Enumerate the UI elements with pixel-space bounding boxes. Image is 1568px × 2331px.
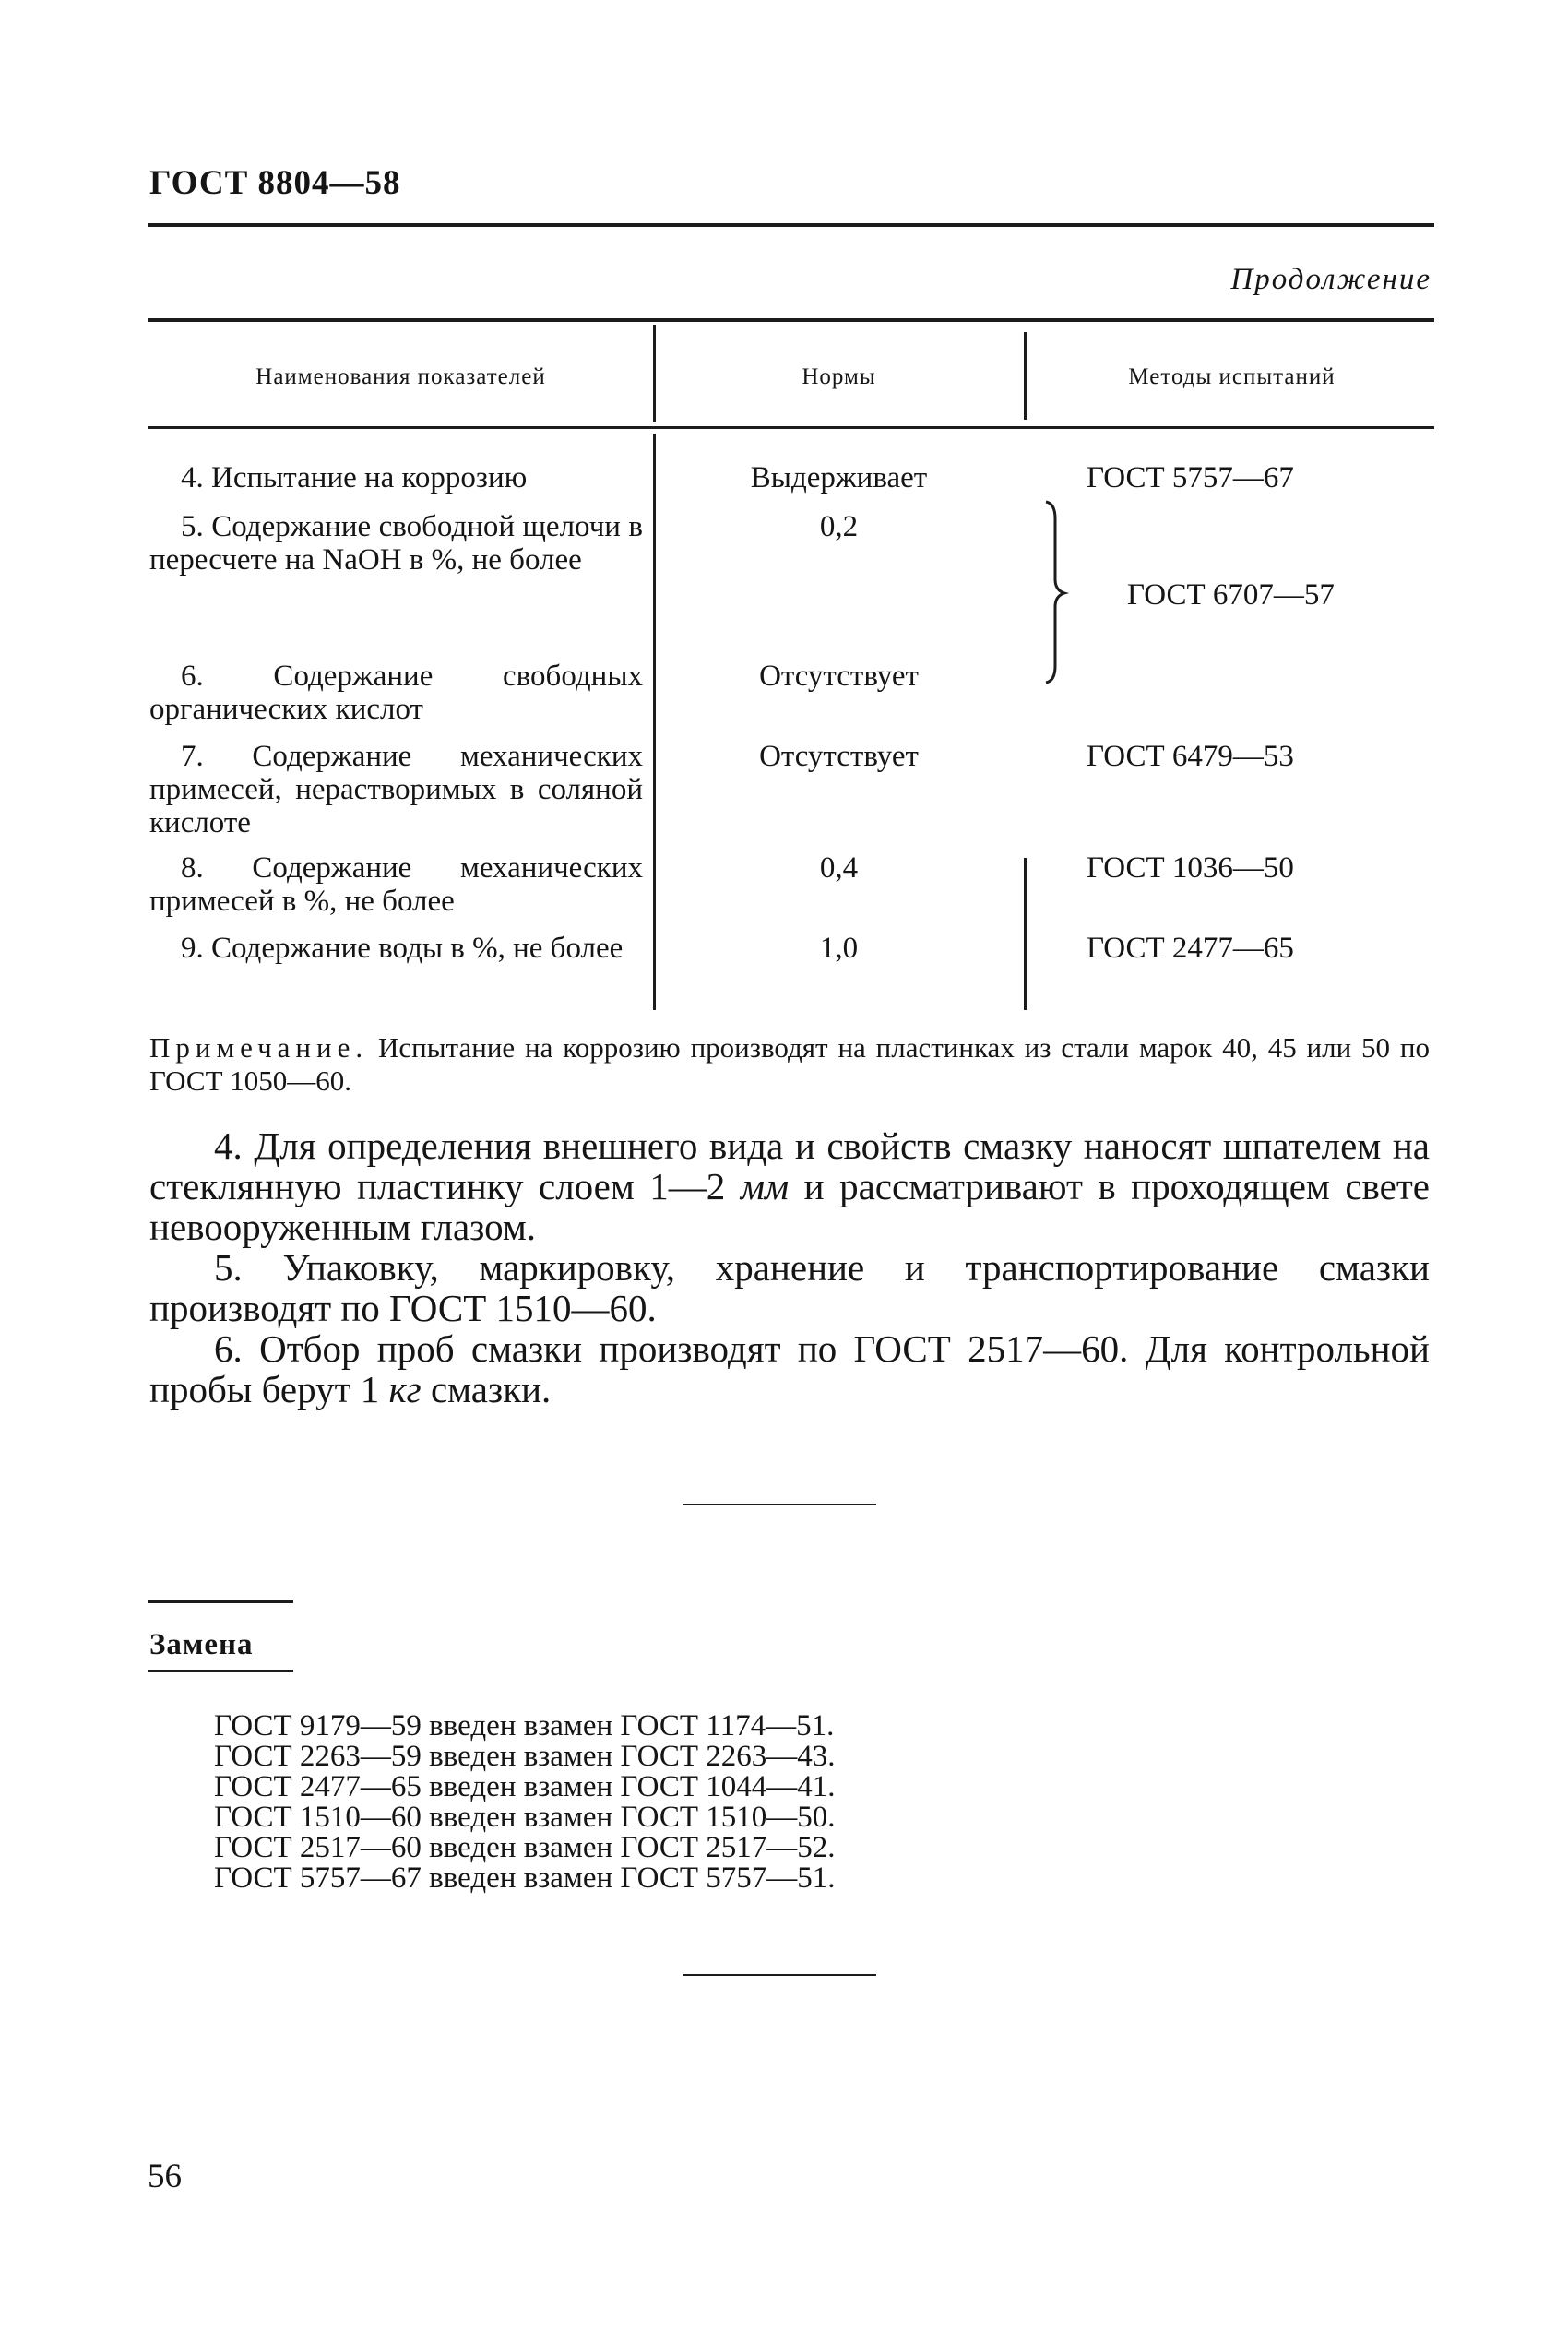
replacement-bottom-rule: [148, 1670, 293, 1672]
page-number: 56: [148, 2158, 182, 2195]
paragraph-4: [149, 1125, 1430, 1247]
paragraph-5: [149, 1247, 1430, 1328]
list-item: ГОСТ 5757—67 введен взамен ГОСТ 5757—51.: [214, 1861, 836, 1895]
list-item: ГОСТ 2477—65 введен взамен ГОСТ 1044—41.: [214, 1770, 836, 1803]
table-row-name: 8. Содержание механических примесей в %, не более: [149, 851, 643, 918]
table-row-method: ГОСТ 6479—53: [1087, 740, 1294, 773]
paragraph-text: 4. Для определения внешнего вида и свойств смазку наносят шпателем на стеклянную пластинку слоем 1—2: [149, 1124, 1430, 1207]
note-text: Испытание на коррозию производят на пластинках из стали марок 40, 45 или 50 по ГОСТ 1050—60.: [149, 1031, 1430, 1097]
table-row-name: 7. Содержание механических примесей, нерастворимых в соляной кислоте: [149, 740, 643, 839]
table-column-divider-2: [1024, 332, 1027, 420]
table-row-norm: 1,0: [819, 932, 859, 965]
table-header-rule: [148, 426, 1434, 429]
table-note: [149, 1031, 1430, 1098]
table-row-method: ГОСТ 2477—65: [1087, 932, 1294, 965]
continued-label: Продолжение: [1230, 263, 1431, 296]
table-row-name: 6. Содержание свободных органических кислот: [149, 660, 643, 726]
bottom-separator: [683, 1974, 876, 1976]
list-item: ГОСТ 9179—59 введен взамен ГОСТ 1174—51.: [214, 1709, 835, 1742]
header-rule: [148, 223, 1434, 227]
unit-text: мм: [740, 1165, 790, 1207]
section-separator: [683, 1504, 876, 1505]
table-header-norm: Нормы: [802, 364, 876, 389]
paragraph-text: 5. Упаковку, маркировку, хранение и транспортирование смазки производят по ГОСТ 1510—60.: [149, 1246, 1430, 1329]
table-row-name: 5. Содержание свободной щелочи в пересчете на NaOH в %, не более: [149, 510, 643, 577]
table-header-name: Наименования показателей: [255, 364, 546, 389]
paragraph-6: [149, 1328, 1430, 1409]
paragraph-text: 6. Отбор проб смазки производят по ГОСТ 2517—60. Для контрольной пробы берут 1: [149, 1327, 1430, 1410]
document-code: ГОСТ 8804—58: [149, 164, 401, 202]
table-row-norm: 0,2: [819, 510, 859, 543]
bracket-brace: [1042, 498, 1079, 687]
table-top-rule: [148, 318, 1434, 322]
table-row-name: 9. Содержание воды в %, не более: [181, 932, 624, 965]
table-column-divider-1: [653, 325, 656, 422]
replacement-list: [214, 1711, 836, 1894]
note-label: Примечание.: [149, 1031, 369, 1064]
table-row-norm: Отсутствует: [759, 660, 919, 693]
replacement-title: Замена: [149, 1628, 254, 1661]
shared-method: ГОСТ 6707—57: [1127, 578, 1335, 612]
table-row-method: ГОСТ 1036—50: [1087, 851, 1294, 885]
table-row-norm: 0,4: [819, 851, 859, 885]
table-row-norm: Выдерживает: [750, 461, 928, 494]
paragraph-text: смазки.: [421, 1368, 552, 1410]
table-column-divider-2-body: [1024, 858, 1027, 1010]
table-row-method: ГОСТ 5757—67: [1087, 461, 1294, 494]
table-row-norm: Отсутствует: [759, 740, 919, 773]
replacement-top-rule: [148, 1600, 293, 1603]
table-row-name: 4. Испытание на коррозию: [181, 461, 528, 494]
list-item: ГОСТ 1510—60 введен взамен ГОСТ 1510—50.: [214, 1801, 836, 1834]
table-header-method: Методы испытаний: [1128, 364, 1336, 389]
table-column-divider-1-body: [653, 434, 656, 1010]
list-item: ГОСТ 2263—59 введен взамен ГОСТ 2263—43.: [214, 1740, 836, 1773]
paragraph-text: и рассматривают в проходящем свете невооруженным глазом.: [149, 1165, 1430, 1248]
unit-text: кг: [388, 1368, 422, 1410]
list-item: ГОСТ 2517—60 введен взамен ГОСТ 2517—52.: [214, 1831, 836, 1864]
